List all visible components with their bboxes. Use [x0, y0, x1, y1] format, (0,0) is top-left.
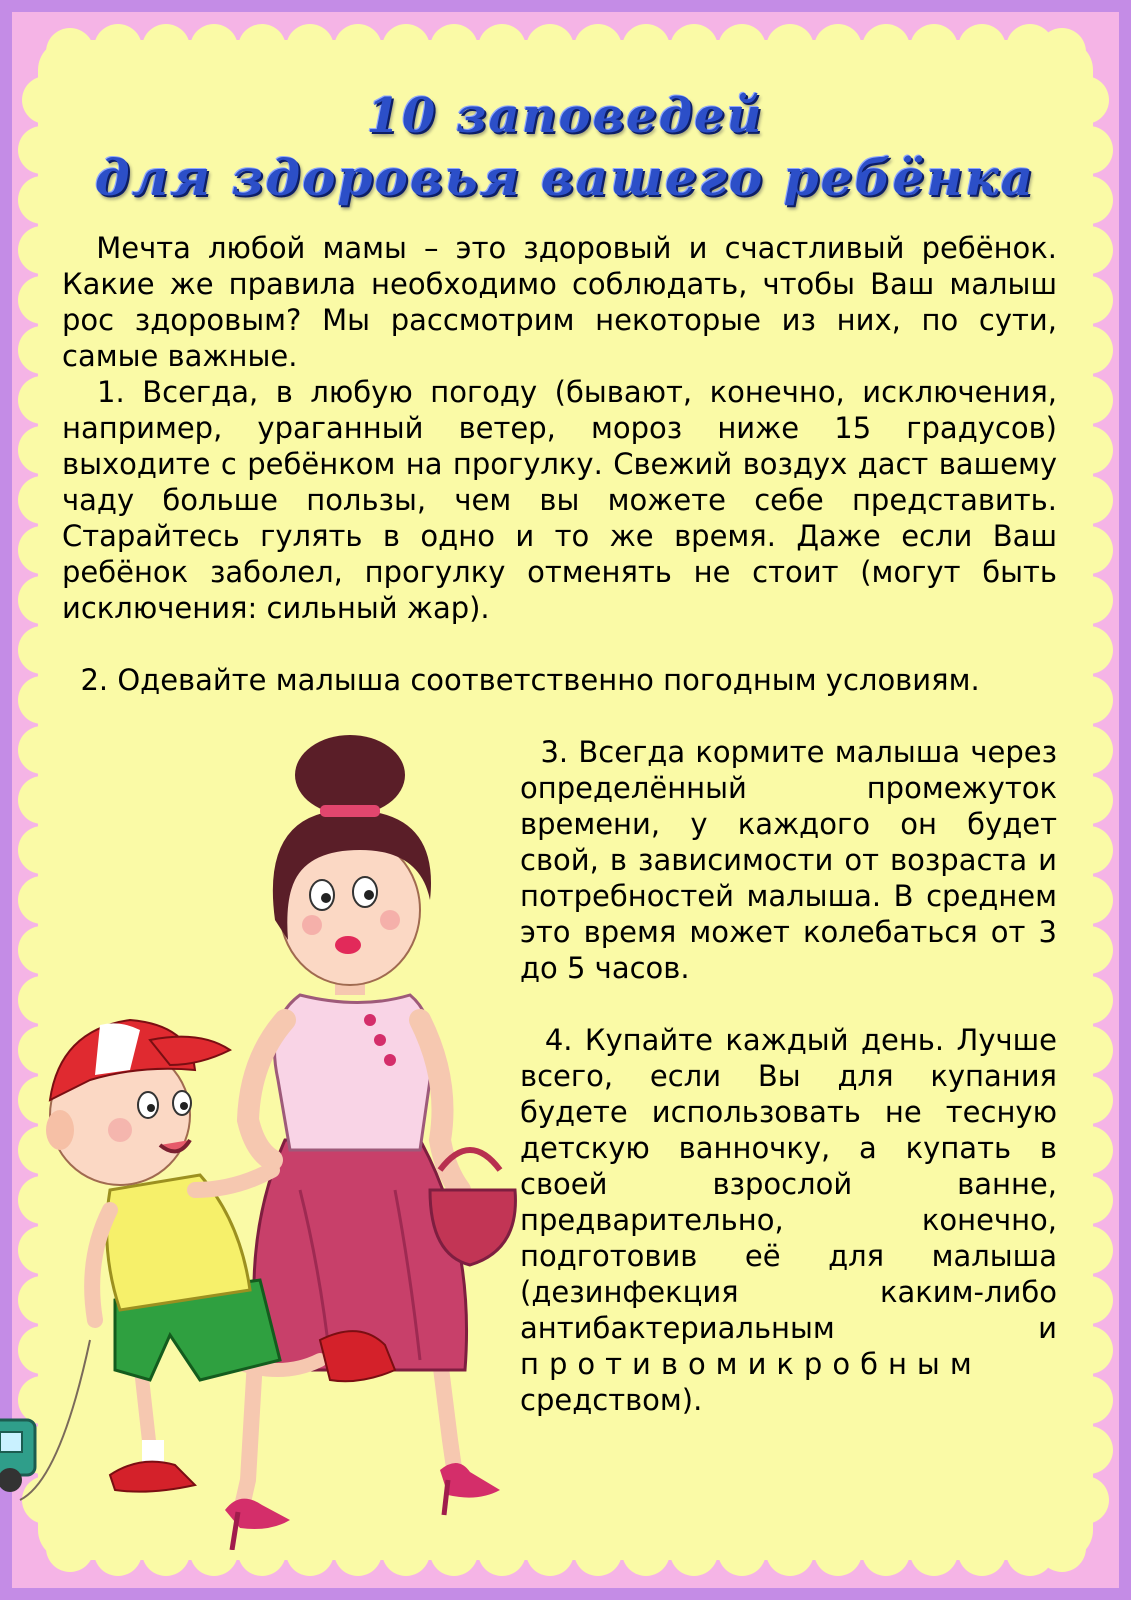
- rule-1-text: 1. Всегда, в любую погоду (бывают, конечно, исключения, например, ураганный ветер, мороз ниже 15 градусов) выходите с ребёнком на прогулку. Свежий воздух даст вашему чаду больше пользы, чем вы можете себе представить. Старайтесь гулять в одно и то же время. Даже если Ваш ребёнок заболел, прогулку отменять не стоит (могут быть исключения: сильный жар).: [62, 375, 1057, 625]
- rule-4-spaced-word: противомикробным: [520, 1347, 982, 1381]
- mother-son-illustration: [0, 720, 520, 1550]
- title-line-1: 10 заповедей: [366, 88, 764, 144]
- rule-3: [520, 734, 1057, 986]
- rule-1: [62, 374, 1057, 626]
- rule-2-text: 2. Одевайте малыша соответственно погодным условиям.: [80, 663, 980, 697]
- rule-4: [520, 1022, 1057, 1418]
- rule-4-text: 4. Купайте каждый день. Лучше всего, если Вы для купания будете использовать не тесную детскую ванночку, а купать в своей взрослой ванне, предварительно, конечно, подготовив её для малыша (дезинфекция каким-либо антибактериальным и: [520, 1023, 1057, 1345]
- rule-2: [62, 662, 1057, 698]
- title-line-2: для здоровья вашего ребёнка: [94, 148, 1036, 207]
- rule-4-end: средством).: [520, 1383, 703, 1417]
- toy-car-icon: [0, 1420, 35, 1492]
- intro-text: Мечта любой мамы – это здоровый и счастливый ребёнок. Какие же правила необходимо соблюдать, чтобы Ваш малыш рос здоровым? Мы рассмотрим некоторые из них, по сути, самые важные.: [62, 231, 1058, 373]
- mother-figure: [225, 735, 515, 1550]
- intro-paragraph: [62, 230, 1057, 374]
- rule-3-text: 3. Всегда кормите малыша через определённый промежуток времени, у каждого он будет свой, в зависимости от возраста и потребностей малыша. В среднем это время может колебаться от 3 до 5 часов.: [520, 735, 1057, 985]
